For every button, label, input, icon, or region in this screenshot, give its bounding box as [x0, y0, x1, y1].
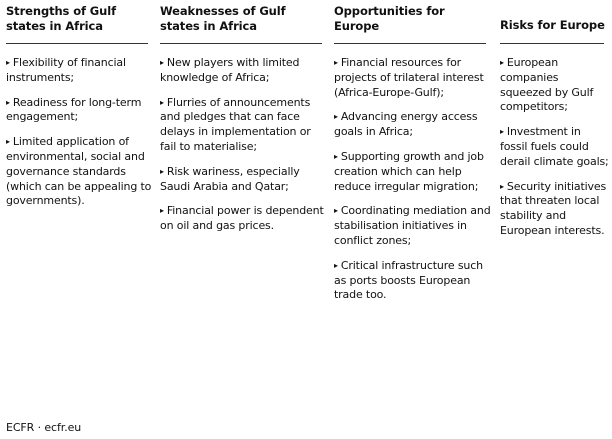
list-item-text: Flurries of announcements and pledges that can face delays in implementation or fail to materialise;: [160, 95, 311, 153]
column-title-line: states in Africa: [160, 19, 257, 33]
column-strengths: [6, 0, 154, 400]
list-item: [334, 259, 492, 303]
column-opportunities: [334, 0, 492, 400]
list-item-text: Investment in fossil fuels could derail climate goals;: [500, 125, 609, 168]
list-item-text: Limited application of environmental, social and governance standards (which can be appealing to governments).: [6, 135, 152, 208]
column-title-line: Strengths of Gulf: [6, 4, 116, 18]
column-title-line: Opportunities for: [334, 4, 445, 18]
bullet-icon: ▸: [500, 181, 504, 191]
list-item: [6, 56, 154, 86]
column-title-line: states in Africa: [6, 19, 103, 33]
list-item: [6, 96, 154, 126]
column-title-line: Europe: [334, 19, 380, 33]
list-item-text: Risk wariness, especially Saudi Arabia and Qatar;: [160, 164, 300, 193]
list-item: [334, 56, 492, 100]
column-title-line: Risks for Europe: [500, 18, 605, 32]
list-item: [500, 180, 610, 239]
list-item: [500, 125, 610, 169]
bullet-icon: ▸: [160, 166, 164, 176]
bullet-icon: ▸: [500, 58, 504, 67]
list-item: [334, 150, 492, 194]
bullet-icon: ▸: [6, 137, 10, 147]
header-divider: [160, 43, 322, 44]
column-title-line: Weaknesses of Gulf: [160, 4, 286, 18]
header-divider: [6, 43, 148, 44]
list-item: [334, 204, 492, 248]
list-item-text: Financial resources for projects of trilateral interest (Africa-Europe-Gulf);: [334, 56, 484, 99]
column-items: [160, 56, 328, 244]
column-header-opportunities: [334, 4, 492, 38]
list-item: [160, 56, 328, 86]
list-item-text: Flexibility of financial instruments;: [6, 56, 126, 84]
bullet-icon: ▸: [334, 206, 338, 216]
list-item-text: Security initiatives that threaten local stability and European interests.: [500, 179, 607, 237]
list-item-text: Financial power is dependent on oil and gas prices.: [160, 204, 324, 233]
bullet-icon: ▸: [334, 112, 338, 122]
column-items: [334, 56, 492, 313]
bullet-icon: ▸: [160, 206, 164, 216]
column-risks: [500, 0, 610, 400]
bullet-icon: ▸: [334, 151, 338, 161]
list-item: [6, 135, 154, 209]
header-divider: [334, 43, 486, 44]
column-items: [500, 56, 610, 249]
list-item: [160, 96, 328, 155]
list-item: [160, 165, 328, 195]
list-item-text: New players with limited knowledge of Africa;: [160, 56, 300, 84]
list-item-text: Coordinating mediation and stabilisation initiatives in conflict zones;: [334, 204, 491, 247]
column-weaknesses: [160, 0, 328, 400]
bullet-icon: ▸: [6, 97, 10, 107]
bullet-icon: ▸: [500, 127, 504, 137]
column-items: [6, 56, 154, 219]
list-item-text: Advancing energy access goals in Africa;: [334, 110, 478, 139]
list-item-text: Readiness for long-term engagement;: [6, 95, 142, 124]
bullet-icon: ▸: [334, 260, 338, 270]
column-header-weaknesses: [160, 4, 328, 38]
list-item-text: Critical infrastructure such as ports boosts European trade too.: [334, 258, 483, 302]
bullet-icon: ▸: [6, 58, 10, 67]
list-item: [334, 110, 492, 140]
header-divider: [500, 43, 604, 44]
bullet-icon: ▸: [160, 58, 164, 67]
bullet-icon: ▸: [160, 97, 164, 107]
list-item-text: Supporting growth and job creation which can help reduce irregular migration;: [334, 149, 484, 193]
column-header-strengths: [6, 4, 154, 38]
list-item-text: European companies squeezed by Gulf competitors;: [500, 56, 594, 114]
column-header-risks: [500, 4, 610, 38]
list-item: [500, 56, 610, 115]
bullet-icon: ▸: [334, 58, 338, 67]
source-footer: ECFR · ecfr.eu: [6, 421, 82, 434]
list-item: [160, 204, 328, 234]
